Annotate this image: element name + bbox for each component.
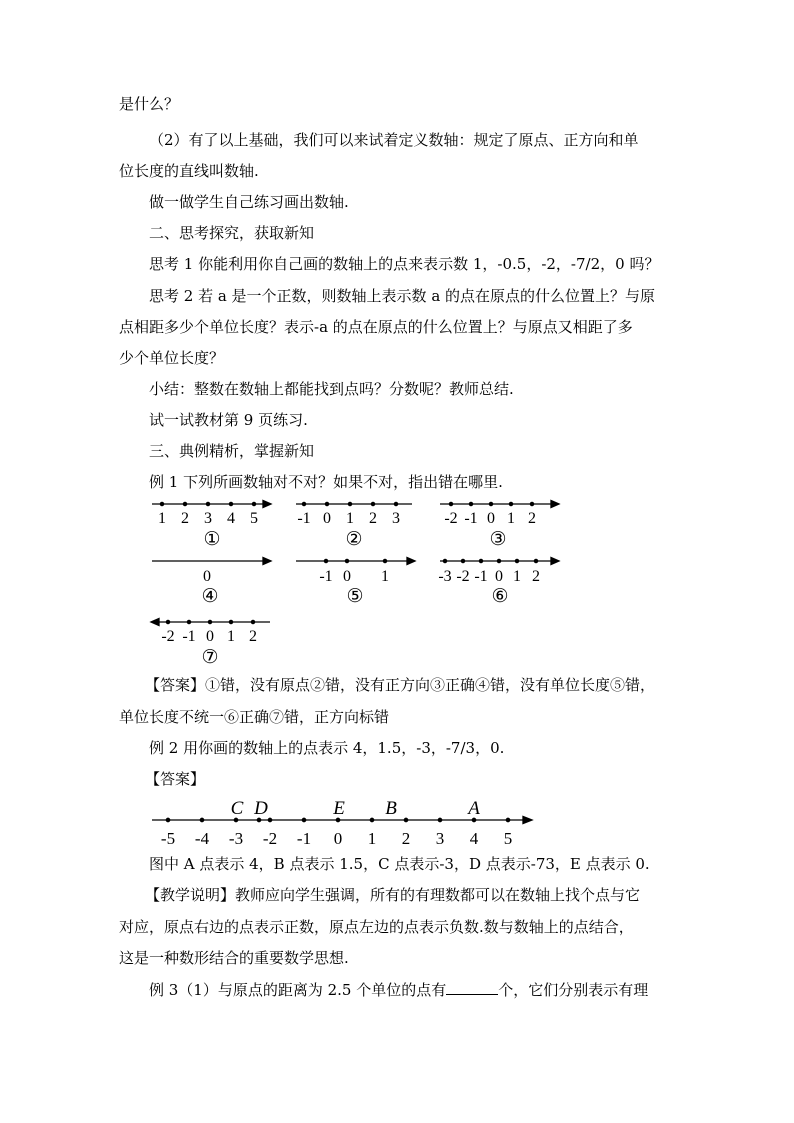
example-3-text: 例 3（1）与原点的距离为 2.5 个单位的点有 [149, 981, 447, 999]
axis-1-tick: 3 [204, 510, 212, 527]
point-label-b: B [385, 798, 397, 819]
axis-2-tick: 0 [323, 510, 331, 527]
practice-line: 试一试教材第 9 页练习. [149, 411, 308, 429]
example-3-text-tail: 个，它们分别表示有理 [498, 981, 649, 999]
axis-2-tick: -1 [297, 510, 311, 527]
summary-line: 小结：整数在数轴上都能找到点吗？分数呢？教师总结. [149, 380, 514, 398]
axis-tick: 4 [469, 829, 479, 848]
answer-1-line-1: 【答案】①错，没有原点②错，没有正方向③正确④错，没有单位长度⑤错， [145, 676, 656, 694]
fill-in-blank [446, 980, 498, 995]
axis-7-tick: 0 [206, 628, 214, 645]
axis-5-marker: ⑤ [346, 586, 364, 607]
point-label-d: D [254, 798, 268, 819]
point-label-a: A [468, 798, 480, 819]
axis-6-tick: -3 [438, 568, 452, 585]
axis-tick: -2 [262, 829, 278, 848]
section-heading-3: 三、典例精析，掌握新知 [149, 442, 315, 460]
axis-1 [152, 501, 271, 508]
axis-7 [151, 619, 270, 626]
text-line-2: （2）有了以上基础，我们可以来试着定义数轴：规定了原点、正方向和单 [149, 131, 639, 149]
axis-6-tick: -1 [474, 568, 488, 585]
text-line-3: 位长度的直线叫数轴. [119, 162, 259, 180]
axis-4 [152, 558, 271, 565]
axis-7-tick: 2 [249, 628, 257, 645]
axis-6-tick: 1 [513, 568, 521, 585]
axis-2-marker: ② [345, 529, 363, 550]
point-label-e: E [333, 798, 345, 819]
axis-tick: -1 [296, 829, 312, 848]
axis-5-tick: 1 [381, 568, 389, 585]
axis-7-tick: 1 [227, 628, 235, 645]
teaching-note-line-1: 【教学说明】教师应向学生强调，所有的有理数都可以在数轴上找个点与它 [145, 886, 641, 904]
axis-3-tick: -2 [444, 510, 458, 527]
axis-tick: 3 [435, 829, 445, 848]
axis-3 [440, 501, 559, 508]
teaching-note-line-3: 这是一种数形结合的重要数学思想. [119, 949, 349, 967]
axis-6-tick: -2 [456, 568, 470, 585]
axis-tick: -5 [160, 829, 176, 848]
axis-2-tick: 1 [346, 510, 354, 527]
axis-5 [296, 558, 415, 565]
example-3-line [149, 980, 648, 1000]
axis-5-tick: -1 [319, 568, 333, 585]
axis-tick: -4 [194, 829, 210, 848]
axis-2-tick: 2 [369, 510, 377, 527]
text-line-4: 做一做学生自己练习画出数轴. [149, 193, 349, 211]
axis-6-tick: 2 [532, 568, 540, 585]
axis-1-tick: 4 [227, 510, 235, 527]
teaching-note-line-2: 对应，原点右边的点表示正数，原点左边的点表示负数.数与数轴上的点结合， [119, 918, 634, 936]
axis-2 [296, 502, 412, 505]
think-2-line-3: 少个单位长度？ [119, 349, 225, 367]
axis-2-tick: 3 [392, 510, 400, 527]
axis-6 [440, 558, 559, 565]
text-line-1: 是什么？ [119, 95, 180, 113]
axis-6-tick: 0 [495, 568, 503, 585]
think-2-line-2: 点相距多少个单位长度？表示-a 的点在原点的什么位置上？与原点又相距了多 [119, 318, 633, 336]
axis-4-tick: 0 [203, 568, 211, 585]
example-2-question: 例 2 用你画的数轴上的点表示 4，1.5，-3，-7/3，0. [149, 739, 505, 757]
axis-5-tick: 0 [343, 568, 351, 585]
answer-2-label: 【答案】 [145, 770, 206, 788]
axis-3-marker: ③ [489, 529, 507, 550]
axis-3-tick: 2 [528, 510, 536, 527]
think-1: 思考 1 你能利用你自己画的数轴上的点来表示数 1，-0.5，-2，-7/2，0 吗？ [149, 255, 660, 273]
example-1-question: 例 1 下列所画数轴对不对？如果不对，指出错在哪里. [149, 473, 503, 491]
axis-7-marker: ⑦ [201, 647, 219, 668]
answer-2-explanation: 图中 A 点表示 4，B 点表示 1.5，C 点表示-3，D 点表示-73，E 点表示 0. [149, 855, 650, 873]
example-1-axes-figure [140, 495, 580, 670]
axis-7-tick: -1 [182, 628, 196, 645]
axis-1-tick: 5 [250, 510, 258, 527]
axis-tick: -3 [228, 829, 244, 848]
axis-1-marker: ① [203, 529, 221, 550]
axis-tick: 5 [503, 829, 513, 848]
axis-3-tick: -1 [464, 510, 478, 527]
think-2-line-1: 思考 2 若 a 是一个正数，则数轴上表示数 a 的点在原点的什么位置上？与原 [149, 287, 656, 305]
axis-1-tick: 1 [158, 510, 166, 527]
axis-tick: 1 [367, 829, 377, 848]
axis-3-tick: 1 [507, 510, 515, 527]
axis-7-tick: -2 [161, 628, 175, 645]
axis-4-marker: ④ [201, 586, 219, 607]
example-2-number-line [140, 792, 540, 852]
axis-1-tick: 2 [181, 510, 189, 527]
axis-tick: 2 [401, 829, 411, 848]
point-label-c: C [230, 798, 244, 819]
answer-1-line-2: 单位长度不统一⑥正确⑦错，正方向标错 [119, 708, 390, 726]
axis-tick: 0 [333, 829, 343, 848]
axis-6-marker: ⑥ [491, 586, 509, 607]
axis-3-tick: 0 [487, 510, 495, 527]
section-heading-2: 二、思考探究，获取新知 [149, 224, 315, 242]
